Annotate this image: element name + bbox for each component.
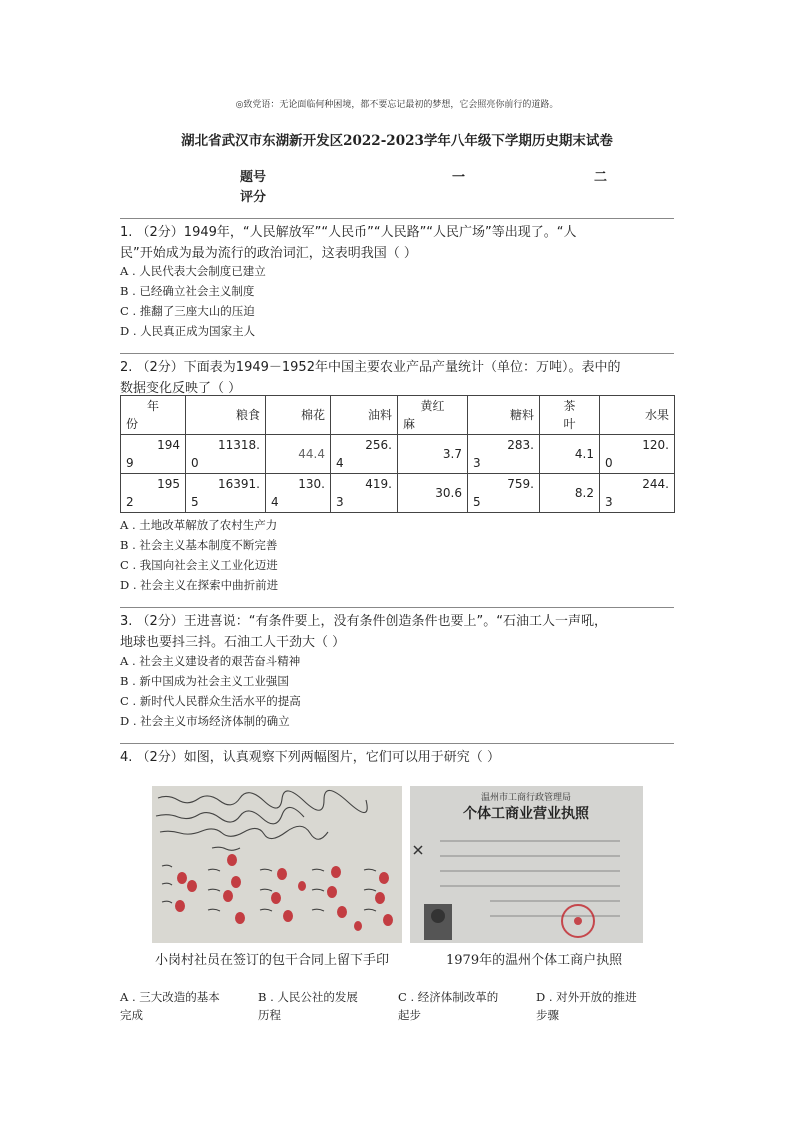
table-cell: 256. 4 [331, 435, 398, 474]
header-cell-oil: 油料 [331, 396, 398, 435]
question-1-option-a[interactable]: A . 人民代表大会制度已建立 [120, 264, 266, 278]
divider [120, 218, 674, 219]
score-col-2: 二 [594, 170, 608, 185]
question-4-option-c[interactable]: C . 经济体制改革的 起步 [398, 990, 499, 1022]
question-2-stem-line1: 2. （2分）下面表为1949－1952年中国主要农业产品产量统计（单位：万吨）。表中的 [120, 360, 621, 375]
question-4-stem: 4. （2分）如图，认真观察下列两幅图片，它们可以用于研究（ ） [120, 750, 500, 765]
table-cell: 16391. 5 [186, 474, 266, 513]
question-3-option-b[interactable]: B . 新中国成为社会主义工业强国 [120, 674, 289, 688]
question-3-option-c[interactable]: C . 新时代人民群众生活水平的提高 [120, 694, 301, 708]
license-title-text: 个体工商业营业执照 [463, 806, 589, 822]
score-row-label-score: 评分 [240, 190, 267, 205]
question-3-option-a[interactable]: A . 社会主义建设者的艰苦奋斗精神 [120, 654, 301, 668]
divider [120, 743, 674, 744]
caption-contract: 小岗村社员在签订的包干合同上留下手印 [155, 953, 390, 968]
header-cell-year: 年 份 [121, 396, 186, 435]
question-2-stem [120, 357, 676, 399]
question-3-stem [120, 611, 676, 653]
divider [120, 353, 674, 354]
question-1-stem [120, 222, 676, 264]
table-header-row [121, 396, 675, 435]
table-cell: 8.2 [540, 474, 600, 513]
xiaogang-contract-photo [152, 786, 402, 943]
wenzhou-license-photo [410, 786, 643, 943]
question-1-stem-line2: 民”开始成为最为流行的政治词汇，这表明我国（ ） [120, 246, 417, 261]
question-1-option-b[interactable]: B . 已经确立社会主义制度 [120, 284, 255, 298]
table-row [121, 435, 675, 474]
question-2-option-c[interactable]: C . 我国向社会主义工业化迈进 [120, 558, 278, 572]
score-row-label-number: 题号 [240, 170, 267, 185]
caption-license: 1979年的温州个体工商户执照 [446, 953, 623, 968]
header-cell-fruit: 水果 [600, 396, 675, 435]
table-cell: 195 2 [121, 474, 186, 513]
table-cell: 759. 5 [468, 474, 540, 513]
table-cell: 194 9 [121, 435, 186, 474]
score-col-1: 一 [452, 170, 466, 185]
table-cell: 44.4 [266, 435, 331, 474]
table-cell: 244. 3 [600, 474, 675, 513]
table-cell: 3.7 [398, 435, 468, 474]
question-1-option-c[interactable]: C . 推翻了三座大山的压迫 [120, 304, 255, 318]
question-2-option-a[interactable]: A . 土地改革解放了农村生产力 [120, 518, 278, 532]
question-4-option-a[interactable]: A . 三大改造的基本 完成 [120, 990, 220, 1022]
header-cell-jute: 黄红 麻 [398, 396, 468, 435]
divider [120, 607, 674, 608]
question-3-stem-line1: 3. （2分）王进喜说：“有条件要上，没有条件创造条件也要上”。“石油工人一声吼， [120, 614, 608, 629]
table-cell: 4.1 [540, 435, 600, 474]
table-cell: 30.6 [398, 474, 468, 513]
question-3-stem-line2: 地球也要抖三抖。石油工人干劲大（ ） [120, 635, 346, 650]
table-cell: 11318. 0 [186, 435, 266, 474]
question-2-stem-line2: 数据变化反映了（ ） [120, 381, 242, 396]
question-4-option-d[interactable]: D . 对外开放的推进 步骤 [536, 990, 637, 1022]
table-row [121, 474, 675, 513]
table-cell: 130. 4 [266, 474, 331, 513]
header-cell-cotton: 棉花 [266, 396, 331, 435]
exam-title: 湖北省武汉市东湖新开发区2022-2023学年八年级下学期历史期末试卷 [181, 133, 613, 149]
question-1-option-d[interactable]: D . 人民真正成为国家主人 [120, 324, 256, 338]
question-2-option-b[interactable]: B . 社会主义基本制度不断完善 [120, 538, 278, 552]
table-cell: 283. 3 [468, 435, 540, 474]
header-cell-sugar: 糖料 [468, 396, 540, 435]
motto-line: ◎致党语：无论面临何种困境，都不要忘记最初的梦想，它会照亮你前行的道路。 [235, 100, 559, 110]
production-table [120, 395, 675, 513]
header-cell-grain: 粮食 [186, 396, 266, 435]
question-3-option-d[interactable]: D . 社会主义市场经济体制的确立 [120, 714, 290, 728]
table-cell: 120. 0 [600, 435, 675, 474]
header-cell-tea: 茶 叶 [540, 396, 600, 435]
license-org-text: 温州市工商行政管理局 [480, 793, 572, 803]
question-1-stem-line1: 1. （2分）1949年，“人民解放军”“人民币”“人民路”“人民广场”等出现了。“人 [120, 225, 577, 240]
table-cell: 419. 3 [331, 474, 398, 513]
question-2-option-d[interactable]: D . 社会主义在探索中曲折前进 [120, 578, 279, 592]
question-4-option-b[interactable]: B . 人民公社的发展 历程 [258, 990, 358, 1022]
